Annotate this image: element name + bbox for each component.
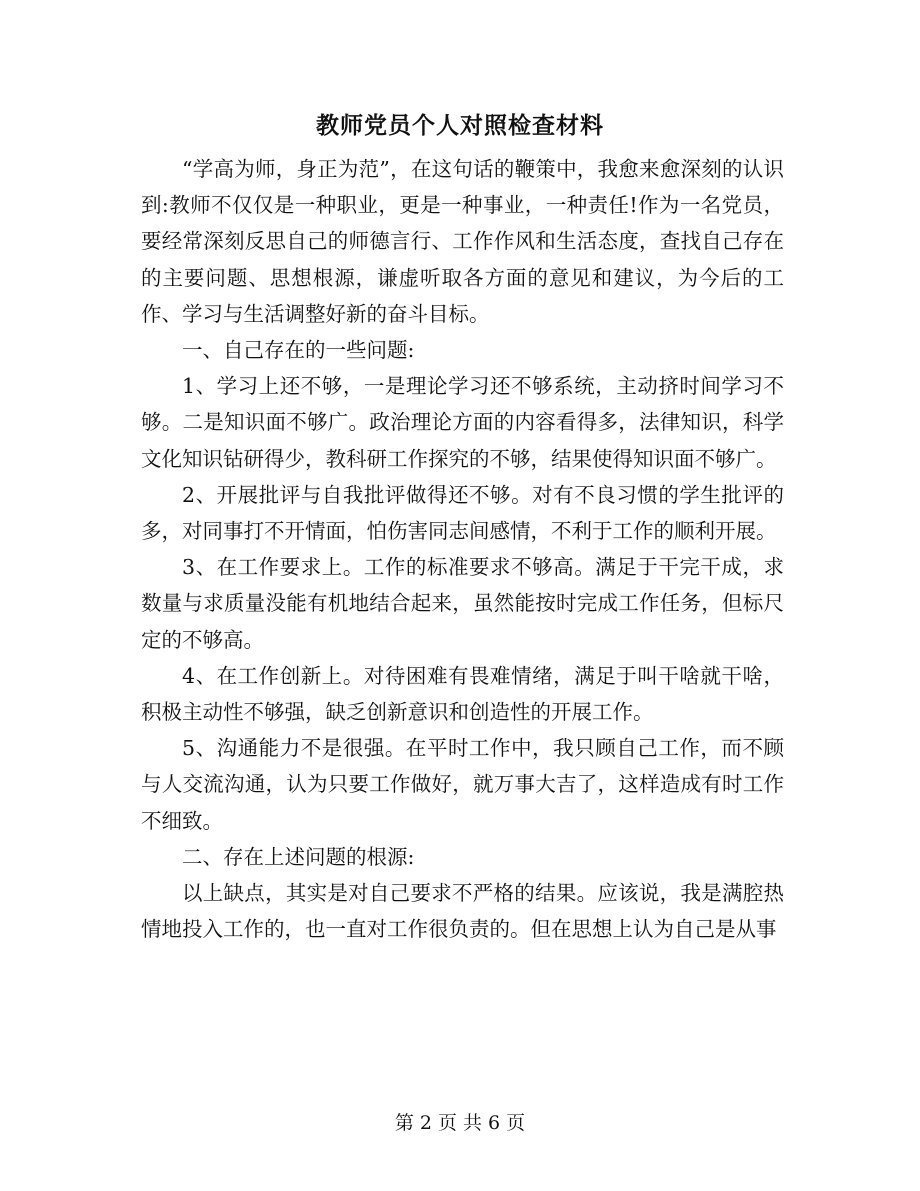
paragraph-problem-4: 4、在工作创新上。对待困难有畏难情绪，满足于叫干啥就干啥，积极主动性不够强，缺乏创新意识和创造性的开展工作。: [141, 663, 784, 725]
document-title: 教师党员个人对照检查材料: [316, 112, 604, 139]
page-number-footer: 第 2 页 共 6 页: [394, 1112, 526, 1134]
section-heading-root-causes: 二、存在上述问题的根源:: [182, 844, 415, 869]
paragraph-problem-2: 2、开展批评与自我批评做得还不够。对有不良习惯的学生批评的多，对同事打不开情面，怕伤害同志间感情，不利于工作的顺利开展。: [141, 482, 784, 544]
paragraph-problem-3: 3、在工作要求上。工作的标准要求不够高。满足于干完干成，求数量与求质量没能有机地结合起来，虽然能按时完成工作任务，但标尺定的不够高。: [141, 555, 784, 652]
paragraph-problem-5: 5、沟通能力不是很强。在平时工作中，我只顾自己工作，而不顾与人交流沟通，认为只要工作做好，就万事大吉了，这样造成有时工作不细致。: [141, 736, 784, 833]
paragraph-problem-1: 1、学习上还不够，一是理论学习还不够系统，主动挤时间学习不够。二是知识面不够广。政治理论方面的内容看得多，法律知识，科学文化知识钻研得少，教科研工作探究的不够，结果使得知识面不够广。: [141, 374, 784, 471]
paragraph-root-causes: 以上缺点，其实是对自己要求不严格的结果。应该说，我是满腔热情地投入工作的，也一直对工作很负责的。但在思想上认为自己是从事: [141, 881, 784, 942]
document-body: [141, 151, 784, 947]
section-heading-problems: 一、自己存在的一些问题:: [182, 338, 415, 363]
paragraph-intro: “学高为师，身正为范”，在这句话的鞭策中，我愈来愈深刻的认识到:教师不仅仅是一种职业，更是一种事业，一种责任!作为一名党员，要经常深刻反思自己的师德言行、工作作风和生活态度，查找自己存在的主要问题、思想根源，谦虚听取各方面的意见和建议，为今后的工作、学习与生活调整好新的奋斗目标。: [141, 157, 784, 326]
